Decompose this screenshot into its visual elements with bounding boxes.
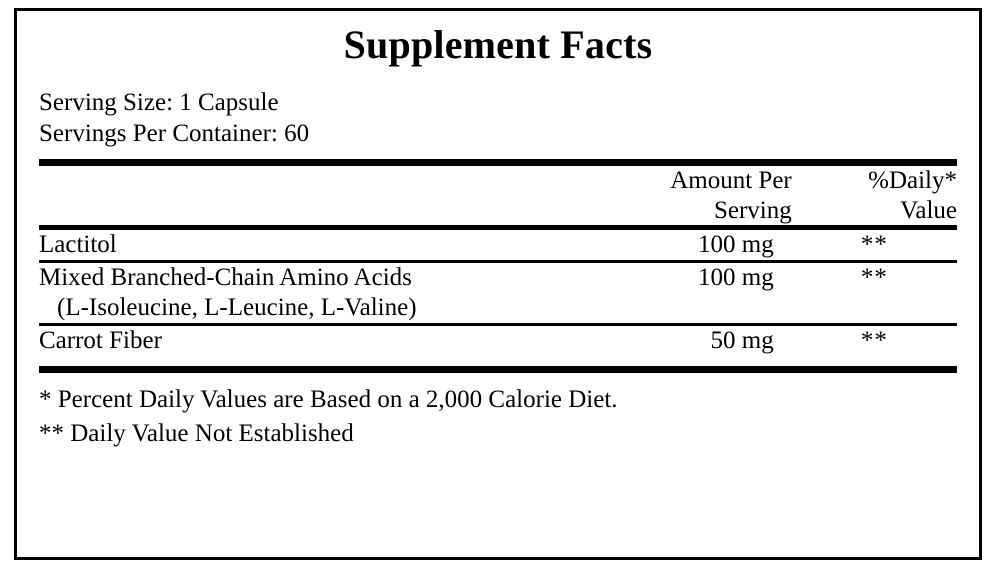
- nutrient-name: Lactitol: [39, 231, 117, 258]
- footnote-percent-daily-value: * Percent Daily Values are Based on a 2,000 Calorie Diet.: [39, 386, 618, 413]
- supplement-facts-panel: [14, 8, 982, 560]
- header-amount-line2: Serving: [713, 196, 792, 224]
- divider-top-thick: [39, 159, 957, 166]
- panel-title: Supplement Facts: [343, 22, 653, 67]
- header-dv-line1: %Daily*: [868, 167, 957, 194]
- nutrient-daily-value: **: [860, 264, 888, 291]
- nutrient-name: Carrot Fiber: [39, 327, 162, 354]
- nutrient-name-cell: [39, 263, 571, 323]
- nutrient-subtext: (L-Isoleucine, L-Leucine, L-Valine): [57, 294, 417, 321]
- serving-info: [39, 87, 957, 149]
- footnote-daily-value-not-established: ** Daily Value Not Established: [39, 419, 354, 447]
- divider-bottom-thick: [39, 366, 957, 373]
- table-row: [39, 263, 957, 323]
- table-header-row: [39, 166, 957, 225]
- header-blank-cell: [39, 166, 571, 225]
- header-amount-line1: Amount Per: [670, 167, 792, 194]
- servings-per-container: Servings Per Container: 60: [39, 120, 310, 147]
- nutrient-amount: 100 mg: [698, 231, 774, 258]
- header-daily-value: [792, 166, 957, 225]
- nutrient-table-3: [39, 326, 957, 356]
- header-amount-per-serving: [571, 166, 791, 225]
- header-dv-line2: Value: [900, 196, 957, 224]
- nutrient-daily-value: **: [860, 231, 888, 258]
- supplement-facts-inner: [17, 11, 979, 557]
- nutrient-amount: 100 mg: [698, 264, 774, 291]
- footnotes: [39, 373, 957, 451]
- nutrient-table-1: [39, 230, 957, 260]
- facts-table: [39, 166, 957, 225]
- table-row: [39, 326, 957, 356]
- nutrient-daily-value: **: [860, 327, 888, 354]
- nutrient-table-2: [39, 263, 957, 323]
- serving-size: Serving Size: 1 Capsule: [39, 89, 279, 116]
- nutrient-name: Mixed Branched-Chain Amino Acids: [39, 264, 412, 291]
- nutrient-amount: 50 mg: [710, 327, 774, 354]
- table-row: [39, 230, 957, 260]
